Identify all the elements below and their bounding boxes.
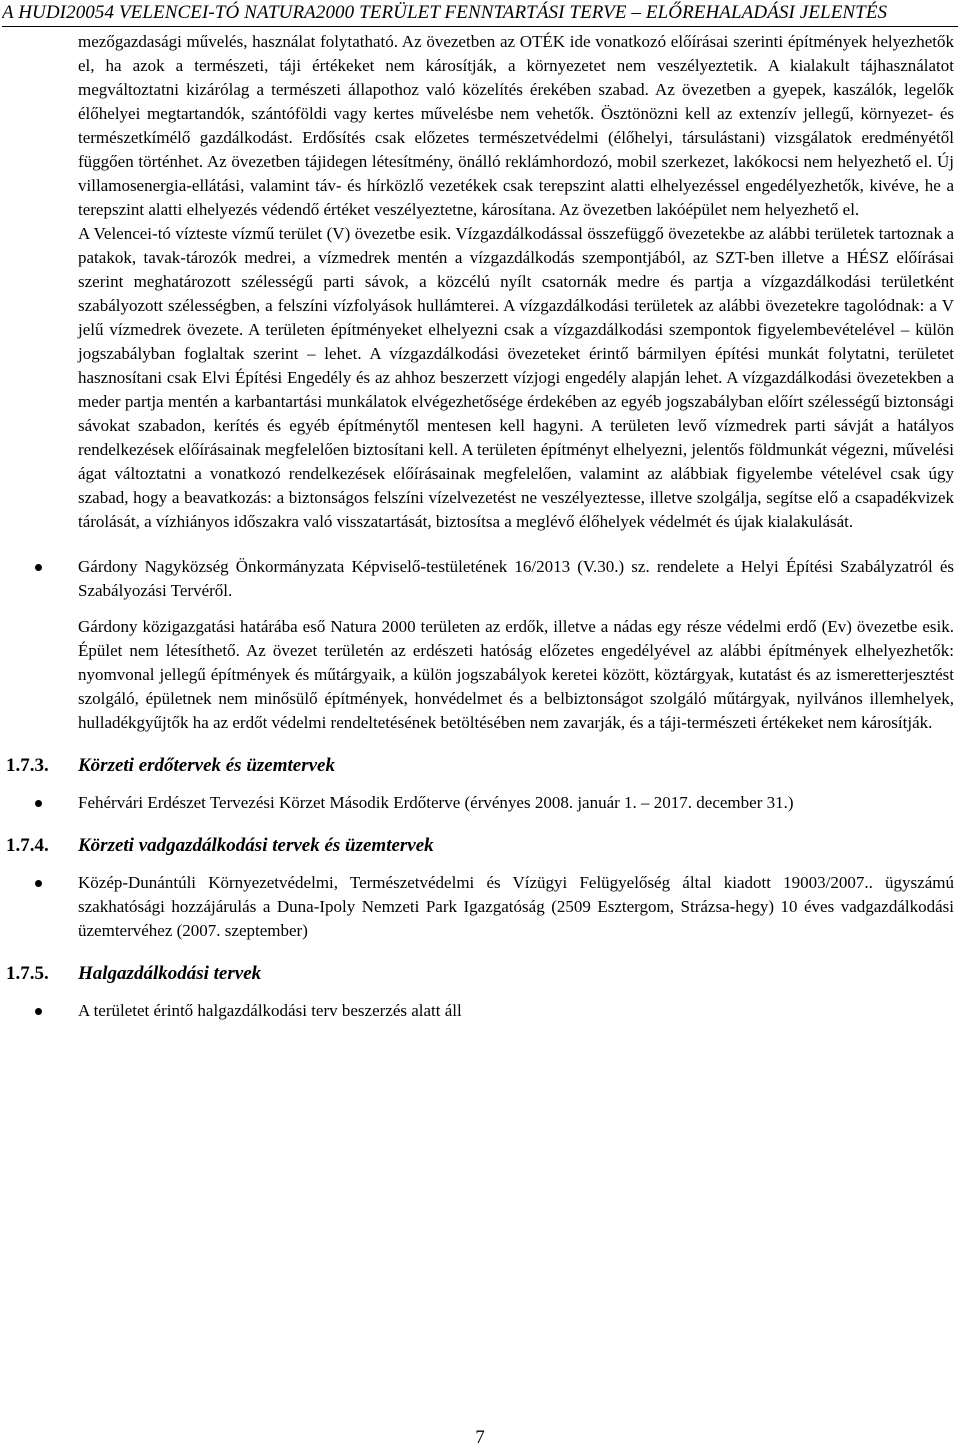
section-title: Körzeti vadgazdálkodási tervek és üzemtervek [78, 835, 434, 856]
list-item [78, 791, 954, 815]
section-number: 1.7.4. [6, 835, 49, 856]
list-item [78, 999, 954, 1023]
bullet-dot-icon [35, 564, 42, 571]
bullet-fisheries: A területet érintő halgazdálkodási terv beszerzés alatt áll [78, 1001, 462, 1020]
bullet-forest-plan: Fehérvári Erdészet Tervezési Körzet Második Erdőterve (érvényes 2008. január 1. – 2017. december 31.) [78, 793, 794, 812]
page-number: 7 [475, 1427, 485, 1448]
list-item [78, 871, 954, 943]
section-number: 1.7.3. [6, 755, 49, 776]
bullet-gardony-regulation: Gárdony Nagyközség Önkormányzata Képviselő-testületének 16/2013 (V.30.) sz. rendelete a Helyi Építési Szabályzatról és Szabályozási Tervéről. [78, 557, 954, 600]
section-number: 1.7.5. [6, 963, 49, 984]
header-title: A HUDI20054 VELENCEI-TÓ NATURA2000 TERÜLET FENNTARTÁSI TERVE – ELŐREHALADÁSI JELENTÉS [2, 2, 888, 23]
bullet-game-management: Közép-Dunántúli Környezetvédelmi, Természetvédelmi és Vízügyi Felügyelőség által kiadott 19003/2007.. ügyszámú szakhatósági hozzájárulás a Duna-Ipoly Nemzeti Park Igazgatóság (2509 Esztergom, Strázsa-hegy) 10 éves vadgazdálkodási üzemtervéhez (2007. szeptember) [78, 873, 954, 940]
document-body [6, 30, 954, 1023]
section-heading-game-management [6, 833, 954, 859]
section-title: Halgazdálkodási tervek [78, 963, 262, 984]
bullet-dot-icon [35, 1008, 42, 1015]
bullet-dot-icon [35, 880, 42, 887]
section-heading-fisheries [6, 961, 954, 987]
paragraph-protective-forest: Gárdony közigazgatási határába eső Natura 2000 területen az erdők, illetve a nádas egy része védelmi erdő (Ev) övezetbe esik. Épület nem létesíthető. Az övezet területén az erdészeti hatóság előzetes engedélyével az alábbi építmények elhelyezhetők: nyomvonal jellegű építmények és műtárgyaik, a külön jogszabályok keretei között, köztárgyak, kutatást és az ismeretterjesztést szolgáló, épületnek nem minősülő építmények, honvédelmet és a belbiztonságot szolgáló műtárgyak, nyilvános illemhelyek, hulladékgyűjtők ha az erdőt védelmi rendeltetésének betöltésében nem zavarják, és a táji-természeti értékeket nem károsítják. [78, 617, 954, 732]
section-title: Körzeti erdőtervek és üzemtervek [78, 755, 335, 776]
section-heading-forest-plans [6, 753, 954, 779]
page-header [2, 0, 958, 27]
paragraph-agricultural-zone: mezőgazdasági művelés, használat folytatható. Az övezetben az OTÉK ide vonatkozó előírásai szerinti építmények helyezhetők el, ha azok a természeti, táji értékeket nem károsítják, a környezetet nem veszélyeztetik. A kialakult tájhasználatot megváltoztatni kizárólag a természeti állapothoz való közelítés érekében szabad. Az övezetben a gyepek, kaszálók, legelők élőhelyei megtartandók, szántóföldi vagy kertes művelésbe nem vehetők. Ösztönözni kell az extenzív jellegű, környezet- és természetkímélő gazdálkodást. Erdősítés csak előzetes természetvédelmi (élőhelyi, társulástani) vizsgálatok eredményétől függően történhet. Az övezetben tájidegen létesítmény, önálló reklámhordozó, mobil szerkezet, lakókocsi nem helyezhető el. Új villamosenergia-ellátási, valamint táv- és hírközlő vezetékek csak terepszint alatti elhelyezéssel engedélyezhetők, kivéve, he a terepszint alatti elhelyezés védendő értéket veszélyeztetne, károsítana. Az övezetben lakóépület nem helyezhető el. [78, 32, 954, 219]
bullet-dot-icon [35, 800, 42, 807]
list-item [78, 555, 954, 603]
paragraph-water-zone: A Velencei-tó vízteste vízmű terület (V) övezetbe esik. Vízgazdálkodással összefüggő övezetekbe az alábbi területek tartoznak a patakok, tavak-tározók medrei, a vízmedrek mentén a vízgazdálkodás szempontjából, az SZT-ben illetve a HÉSZ előírásai szerint meghatározott szélességű parti sávok, a közcélú nyílt csatornák medre és partja a vízgazdálkodási területként szabályozott szélességben, a felszíni vízfolyások hullámterei. A vízgazdálkodási területek az alábbi övezetekre tagolódnak: a V jelű vízmedrek övezete. A területen építményeket elhelyezni csak a vízgazdálkodási szempontok figyelembevételével – külön jogszabályban foglaltak szerint – lehet. A vízgazdálkodási övezeteket érintő bármilyen építési munkát folytatni, területet hasznosítani csak Elvi Építési Engedély és az ahhoz beszerzett vízjogi engedély alapján lehet. A vízgazdálkodási övezetekben a meder partja mentén a karbantartási munkálatok elvégezhetősége érdekében az egyéb jogszabályban előírt szélességű biztonsági sávokat szabadon, kerítés és egyéb építménytől mentesen kell hagyni. A területen levő vízmedrek parti sávját a hatályos rendelkezések előírásainak megfelelően biztosítani kell. A területen építményt elhelyezni, jelentős földmunkát végezni, művelési ágat változtatni a vonatkozó rendelkezések előírásainak megfelelően, valamint az alábbiak figyelembe vételével csak úgy szabad, hogy a beavatkozás: a biztonságos felszíni vízelvezetést ne veszélyeztesse, illetve szolgálja, segítse elő a csapadékvizek tárolását, a vízhiányos időszakra való visszatartását, biztosítsa a meglévő élőhelyek védelmét és újak kialakulását. [78, 224, 954, 531]
